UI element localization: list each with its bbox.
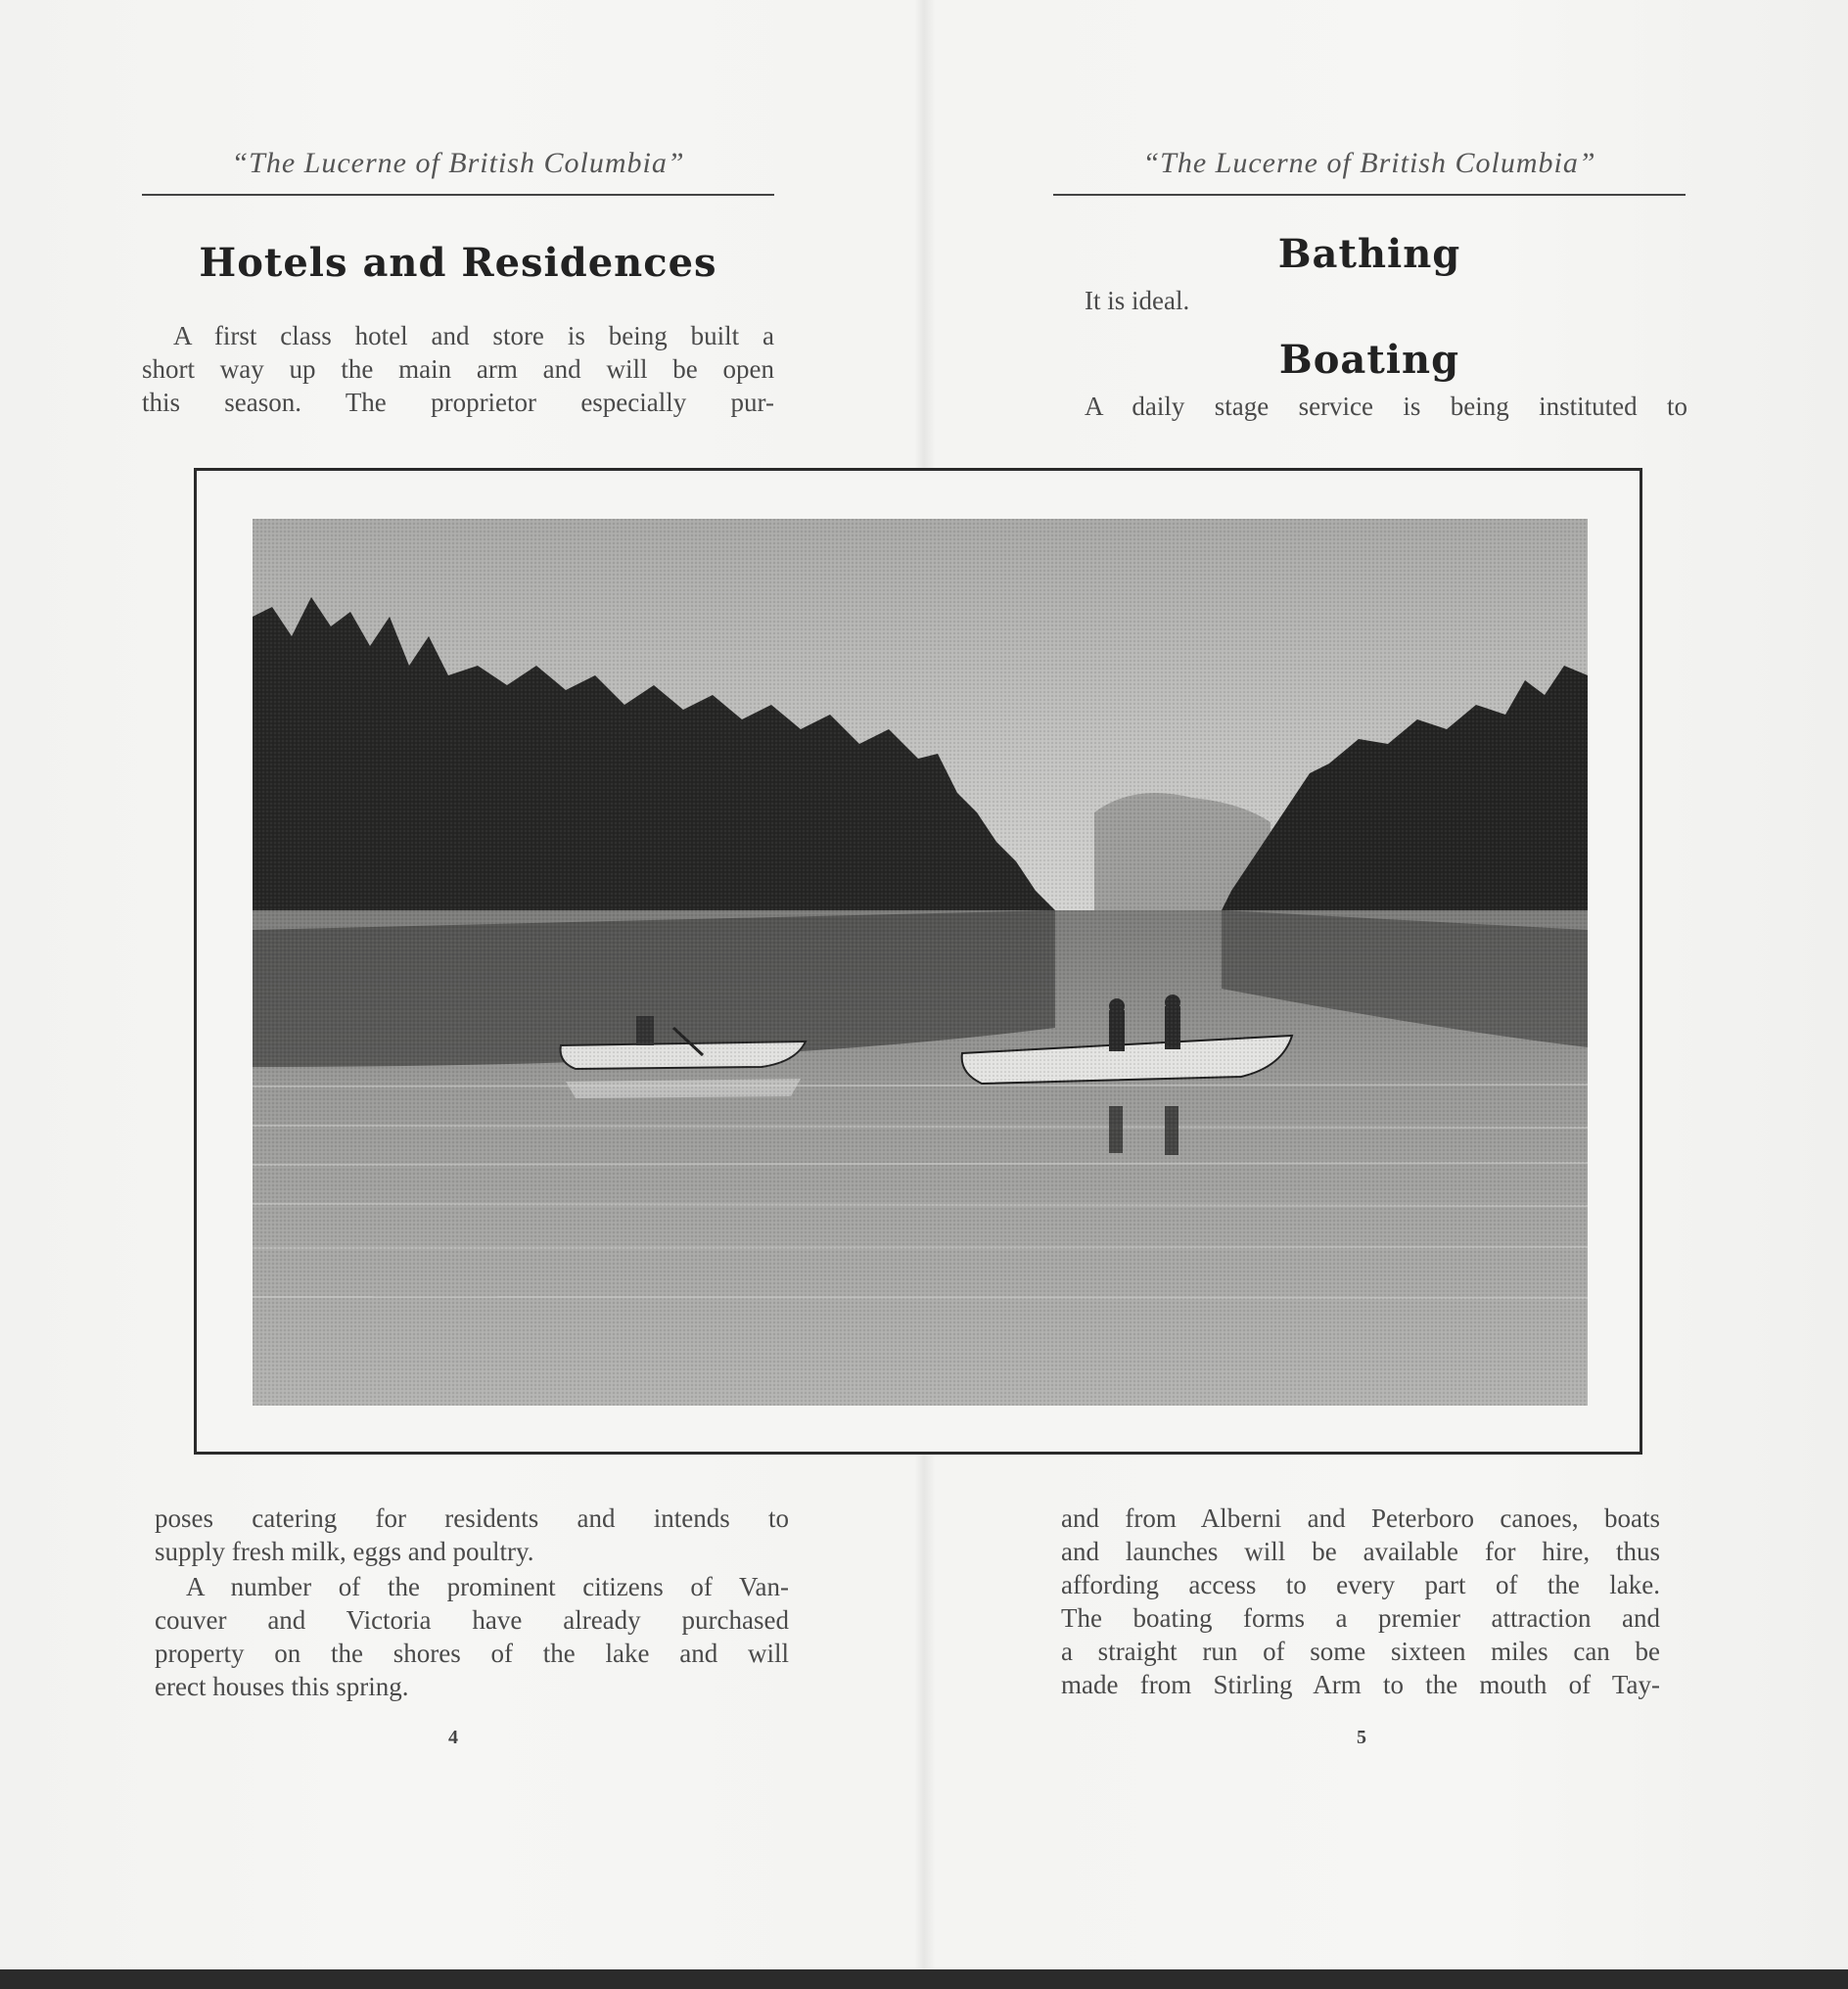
- text-line: this season. The proprietor especially pur-: [142, 388, 774, 417]
- text-line: and launches will be available for hire, thus: [1061, 1537, 1660, 1566]
- right-section-heading-bathing: Bathing: [1277, 231, 1461, 277]
- text-line: property on the shores of the lake and will: [155, 1639, 789, 1668]
- right-bottom-paragraph: [1061, 1502, 1660, 1701]
- left-bottom-paragraph-2: [155, 1570, 789, 1703]
- text-line: It is ideal.: [1085, 286, 1190, 315]
- text-line: affording access to every part of the lake.: [1061, 1570, 1660, 1599]
- text-line: A daily stage service is being instituted to: [1085, 392, 1687, 421]
- left-top-paragraph: [142, 319, 774, 419]
- text-line: a straight run of some sixteen miles can be: [1061, 1637, 1660, 1666]
- lake-photograph: [253, 519, 1588, 1406]
- text-line: made from Stirling Arm to the mouth of Tay-: [1061, 1670, 1660, 1699]
- right-top-paragraph: [1085, 390, 1687, 423]
- text-line: short way up the main arm and will be open: [142, 354, 774, 384]
- text-line: A first class hotel and store is being built a: [173, 321, 774, 350]
- text-line: supply fresh milk, eggs and poultry.: [155, 1537, 534, 1566]
- text-line: The boating forms a premier attraction and: [1061, 1603, 1660, 1633]
- left-bottom-paragraph-1: [155, 1502, 789, 1568]
- left-header-rule: [142, 194, 774, 196]
- bathing-text: [1085, 284, 1476, 317]
- scan-bottom-edge: [0, 1969, 1848, 1989]
- halftone-grain: [253, 519, 1588, 1406]
- right-section-heading-boating: Boating: [1278, 337, 1460, 383]
- left-page-number: 4: [448, 1727, 458, 1748]
- right-page-number: 5: [1357, 1727, 1366, 1748]
- left-running-head: “The Lucerne of British Columbia”: [231, 147, 685, 179]
- left-section-heading: Hotels and Residences: [199, 240, 717, 286]
- text-line: A number of the prominent citizens of Van-: [186, 1572, 789, 1601]
- right-header-rule: [1053, 194, 1686, 196]
- text-line: couver and Victoria have already purchased: [155, 1605, 789, 1635]
- text-line: and from Alberni and Peterboro canoes, boats: [1061, 1503, 1660, 1533]
- text-line: poses catering for residents and intends to: [155, 1503, 789, 1533]
- right-running-head: “The Lucerne of British Columbia”: [1142, 147, 1596, 179]
- text-line: erect houses this spring.: [155, 1672, 409, 1701]
